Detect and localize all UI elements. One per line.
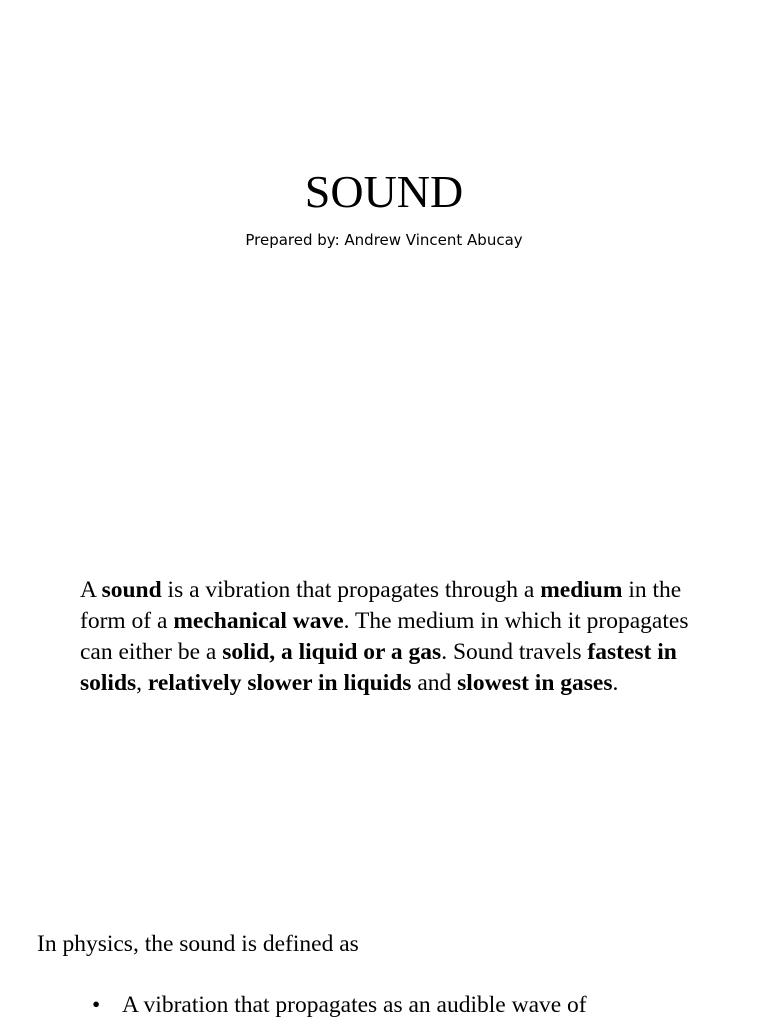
definition-text: . Sound travels <box>441 639 588 665</box>
physics-bullet-list <box>92 990 587 1021</box>
definition-text: . The medium in which it propagates can either be a <box>80 608 689 665</box>
definition-keyword: sound <box>101 577 162 603</box>
sound-definition-paragraph <box>80 575 690 699</box>
definition-keyword: medium <box>540 577 623 603</box>
definition-text: and <box>411 670 458 696</box>
definition-text: . <box>612 670 619 696</box>
bullet-icon: • <box>92 992 101 1018</box>
definition-text: , <box>136 670 148 696</box>
definition-text: in the form of a <box>80 577 682 634</box>
definition-keyword: slowest in gases <box>457 670 613 696</box>
physics-intro: In physics, the sound is defined as <box>37 931 359 957</box>
definition-text: A <box>80 577 102 603</box>
definition-keyword: relatively slower in liquids <box>147 670 412 696</box>
list-item <box>92 990 587 1021</box>
slide-title: SOUND <box>304 166 464 217</box>
bullet-text: A vibration that propagates as an audible wave of <box>122 992 587 1018</box>
definition-keyword: mechanical wave <box>173 608 344 634</box>
definition-keyword: fastest in solids <box>80 639 677 696</box>
definition-text: is a vibration that propagates through a <box>161 577 541 603</box>
definition-keyword: solid, a liquid or a gas <box>222 639 442 665</box>
slide-subtitle: Prepared by: Andrew Vincent Abucay <box>245 231 523 249</box>
